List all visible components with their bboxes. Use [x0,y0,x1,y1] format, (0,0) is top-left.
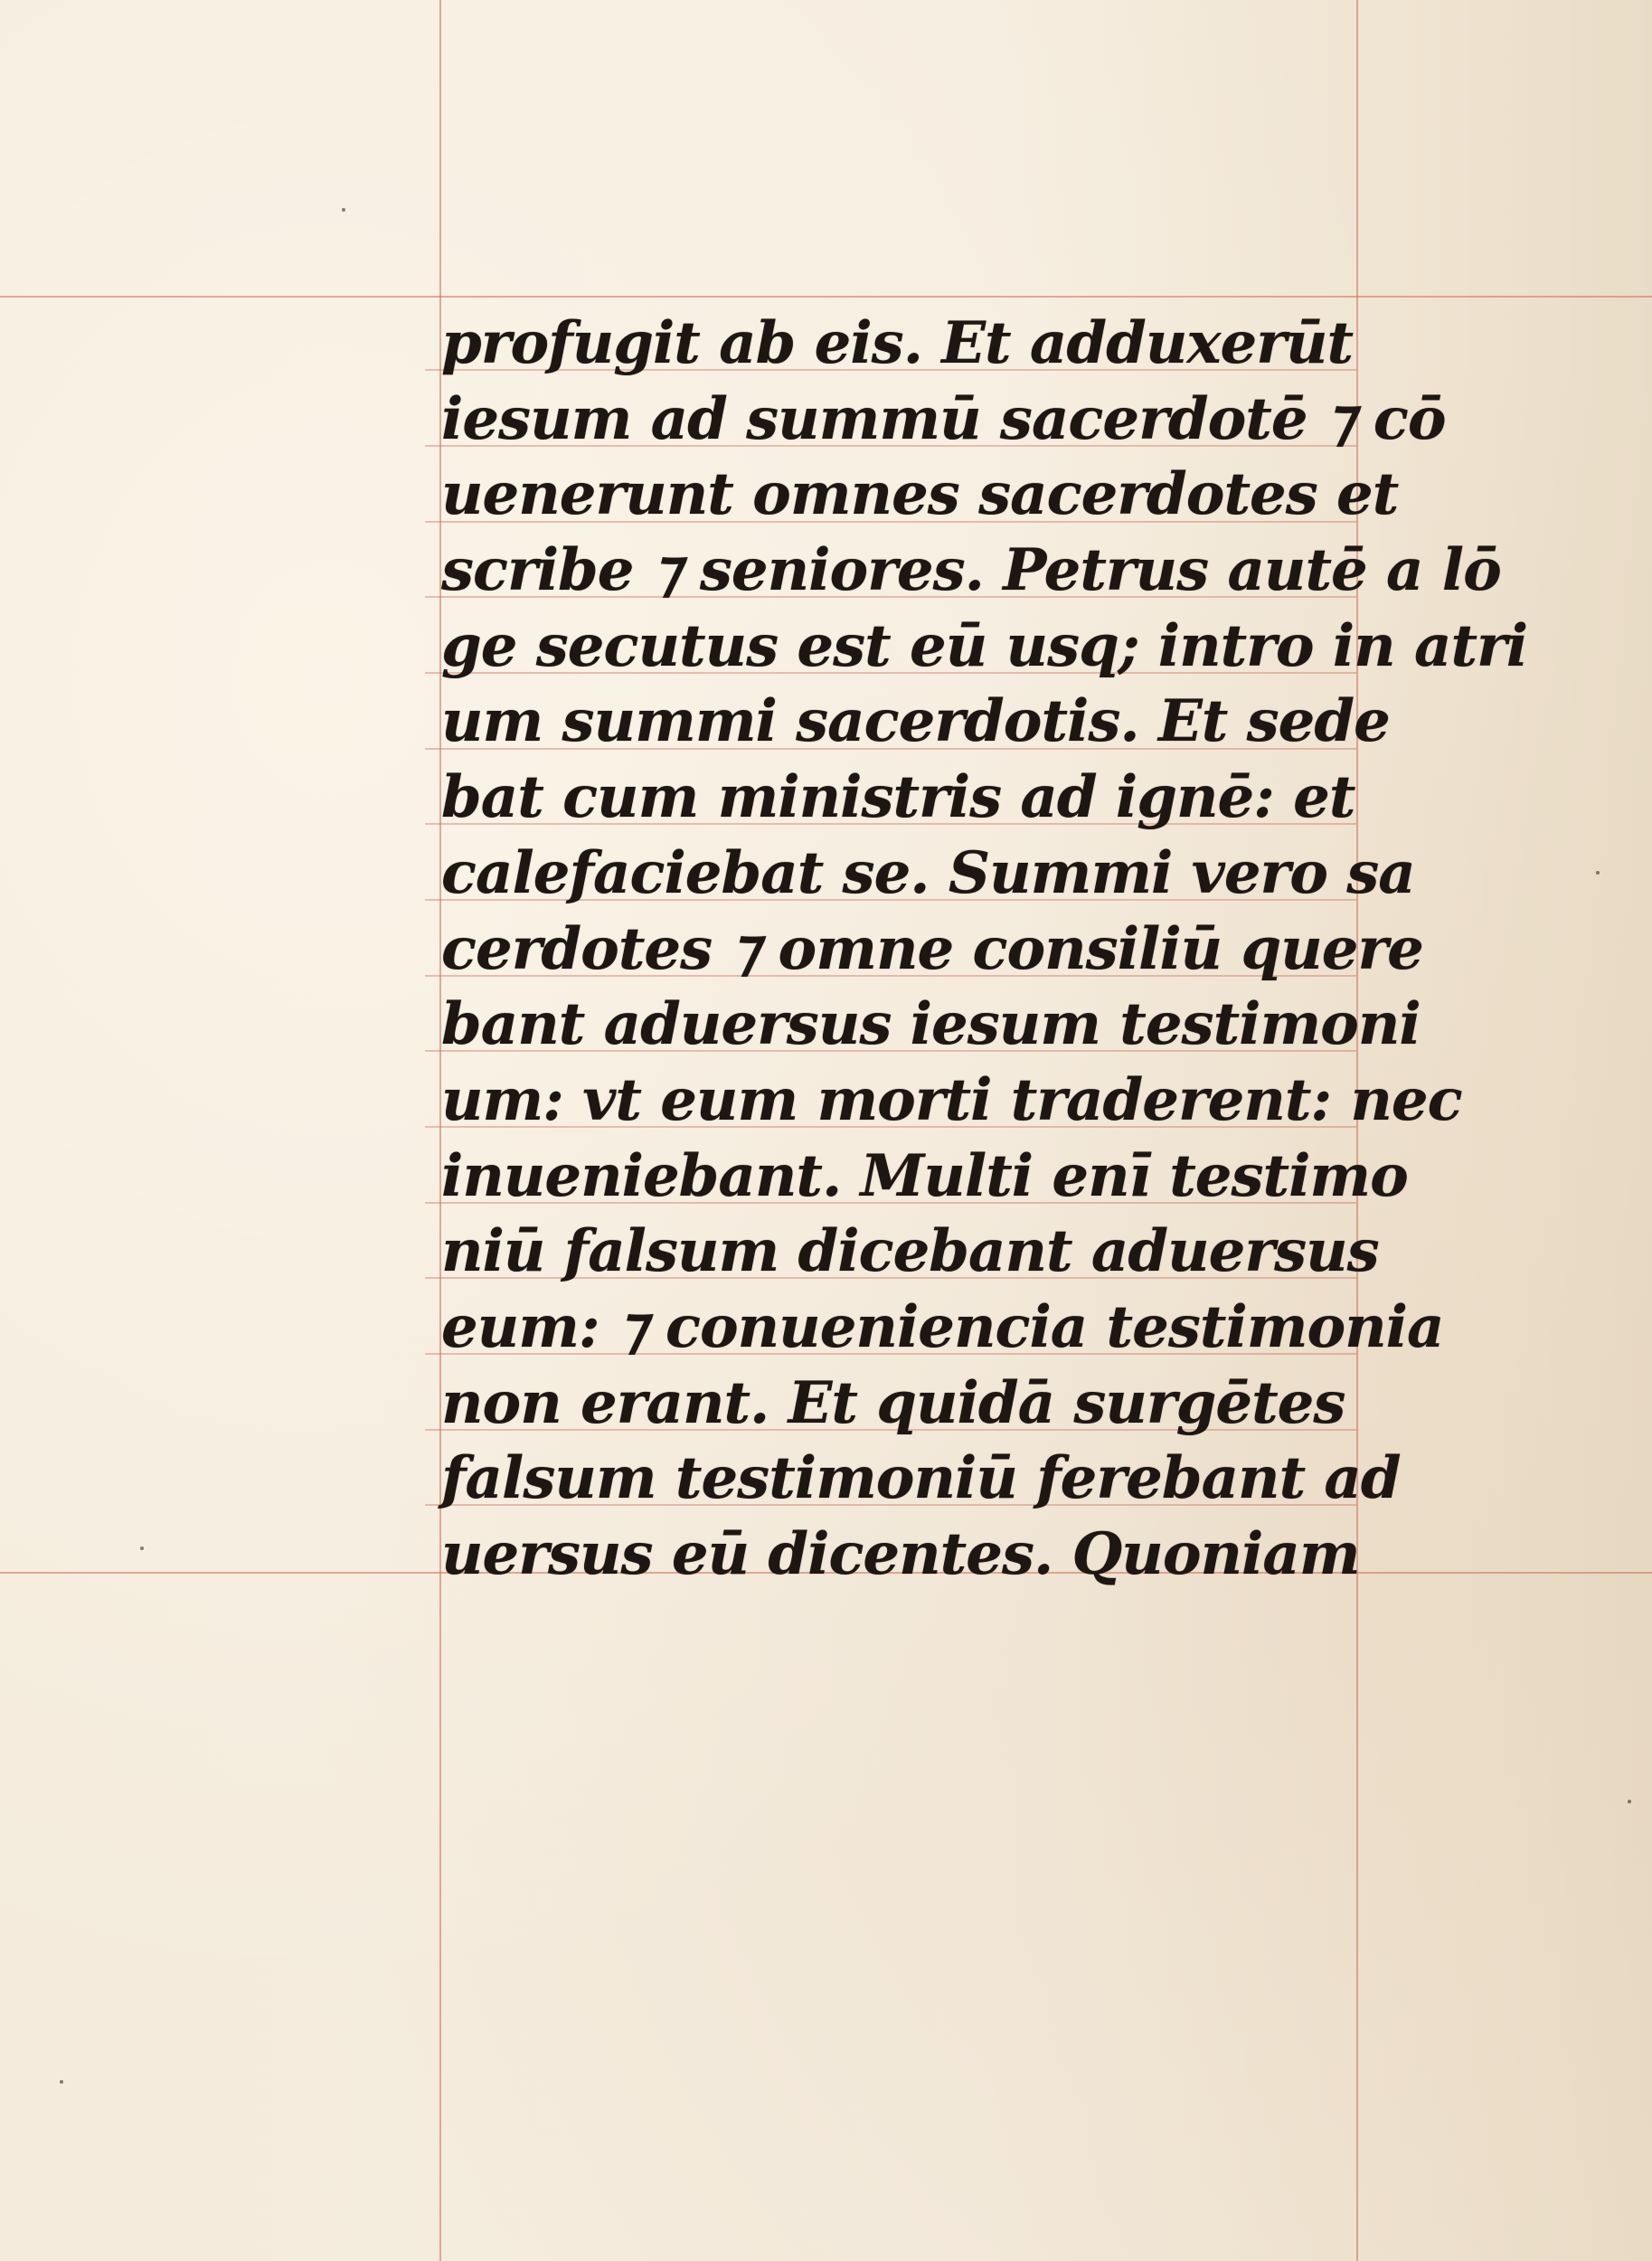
text-line: scribe ⁊ seniores. Petrus autē a lō [441,536,1501,605]
ink-speck [342,208,345,212]
ink-speck [140,1547,144,1550]
text-line: eum: ⁊ conueniencia testimonia [441,1292,1444,1361]
text-line: niū falsum dicebant aduersus [441,1217,1379,1286]
ink-speck [1596,871,1600,875]
text-line: ge secutus est eū usq; intro in atri [441,611,1528,680]
text-line: iesum ad summū sacerdotē ⁊ cō [441,384,1446,453]
ink-speck [1628,1800,1631,1803]
ruling-line-top-frame [0,296,1652,298]
text-line: uenerunt omnes sacerdotes et [441,460,1399,529]
manuscript-text-block [441,306,1528,1593]
text-line: falsum testimoniū ferebant ad [441,1444,1401,1513]
ink-speck [60,2080,63,2084]
text-line: uersus eū dicentes. Quoniam [441,1520,1360,1588]
text-line: inueniebant. Multi enī testimo [441,1141,1408,1210]
text-line: calefaciebat se. Summi vero sa [441,838,1415,907]
text-line: bat cum ministris ad ignē: et [441,763,1355,832]
text-line: um: vt eum morti traderent: nec [441,1065,1462,1134]
text-line: bant aduersus iesum testimoni [441,990,1421,1059]
text-line: non erant. Et quidā surgētes [441,1368,1345,1437]
text-line: cerdotes ⁊ omne consiliū quere [441,914,1423,983]
text-line: profugit ab eis. Et adduxerūt [441,309,1354,377]
text-line: um summi sacerdotis. Et sede [441,687,1390,756]
